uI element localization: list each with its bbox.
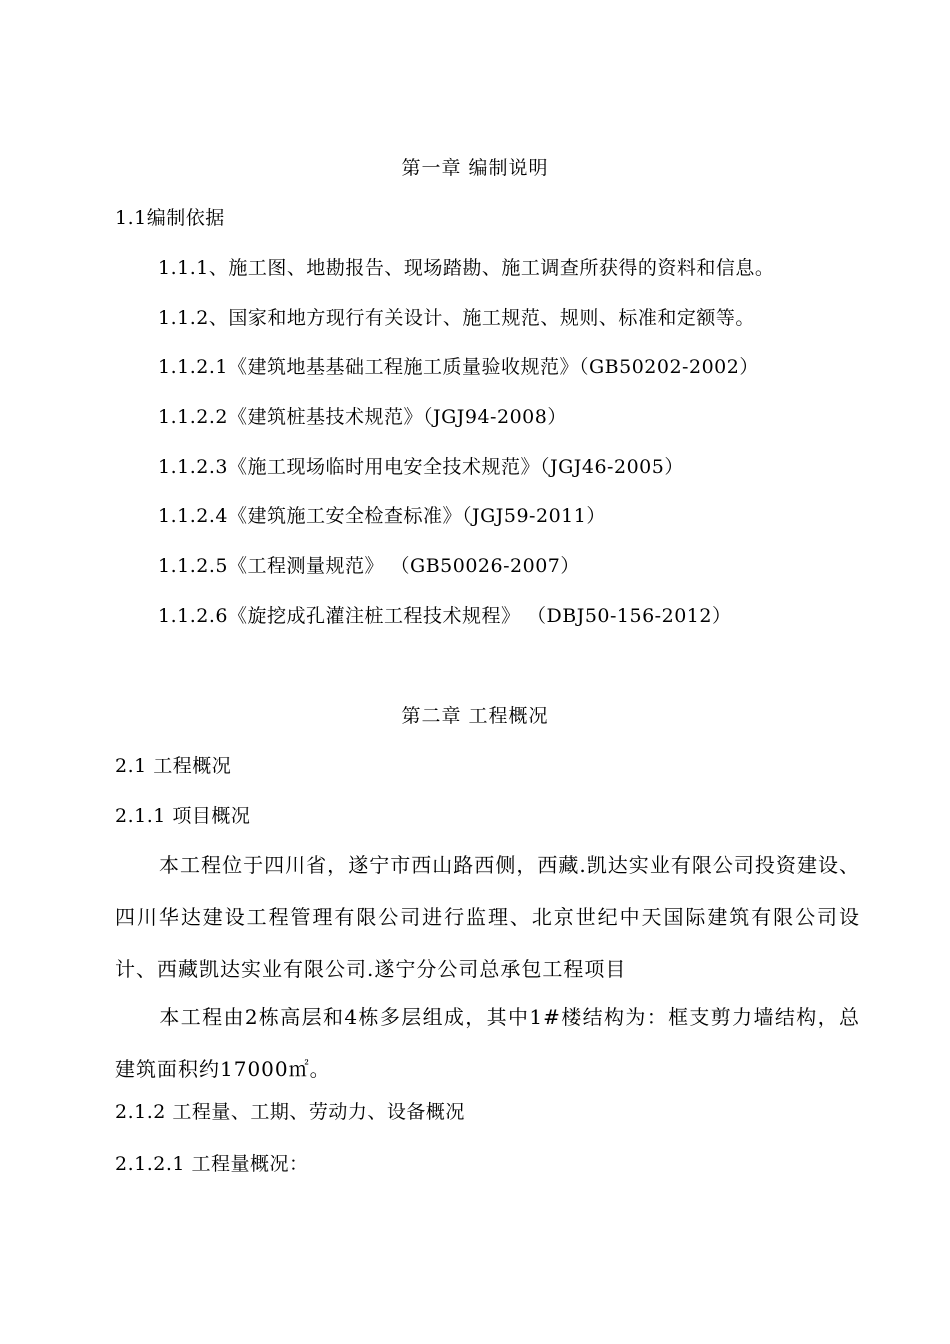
basis-item-1-1-2-5: 1.1.2.5《工程测量规范》 （GB50026-2007） xyxy=(158,555,580,577)
project-overview-text: 本工程位于四川省，遂宁市西山路西侧，西藏.凯达实业有限公司投资建设、四川华达建设工程管理有限公司进行监理、北京世纪中天国际建筑有限公司设计、西藏凯达实业有限公司.遂宁分公司总承包工程项目 xyxy=(115,853,860,981)
basis-item-1-1-2-4: 1.1.2.4《建筑施工安全检查标准》（JGJ59-2011） xyxy=(158,505,606,527)
chapter-2-title: 第二章 工程概况 xyxy=(401,705,549,727)
subsection-2-1-1-heading: 2.1.1 项目概况 xyxy=(115,805,251,827)
basis-item-1-1-2-1: 1.1.2.1《建筑地基基础工程施工质量验收规范》（GB50202-2002） xyxy=(158,356,759,378)
basis-item-1-1-2: 1.1.2、国家和地方现行有关设计、施工规范、规则、标准和定额等。 xyxy=(158,307,755,329)
section-2-1-heading: 2.1 工程概况 xyxy=(115,755,232,777)
basis-item-1-1-2-6: 1.1.2.6《旋挖成孔灌注桩工程技术规程》 （DBJ50-156-2012） xyxy=(158,605,732,627)
subsection-2-1-2-1-heading: 2.1.2.1 工程量概况： xyxy=(115,1153,309,1175)
chapter-1-title: 第一章 编制说明 xyxy=(401,157,549,179)
section-1-1-heading: 1.1编制依据 xyxy=(115,207,225,229)
building-composition-paragraph xyxy=(115,991,860,1095)
project-overview-paragraph xyxy=(115,839,860,995)
basis-item-1-1-2-2: 1.1.2.2《建筑桩基技术规范》（JGJ94-2008） xyxy=(158,406,567,428)
subsection-2-1-2-heading: 2.1.2 工程量、工期、劳动力、设备概况 xyxy=(115,1101,465,1123)
basis-item-1-1-1: 1.1.1、施工图、地勘报告、现场踏勘、施工调查所获得的资料和信息。 xyxy=(158,257,775,279)
building-composition-text: 本工程由2栋高层和4栋多层组成，其中1#楼结构为：框支剪力墙结构，总建筑面积约17000㎡。 xyxy=(115,1005,860,1081)
basis-item-1-1-2-3: 1.1.2.3《施工现场临时用电安全技术规范》（JGJ46-2005） xyxy=(158,456,684,478)
